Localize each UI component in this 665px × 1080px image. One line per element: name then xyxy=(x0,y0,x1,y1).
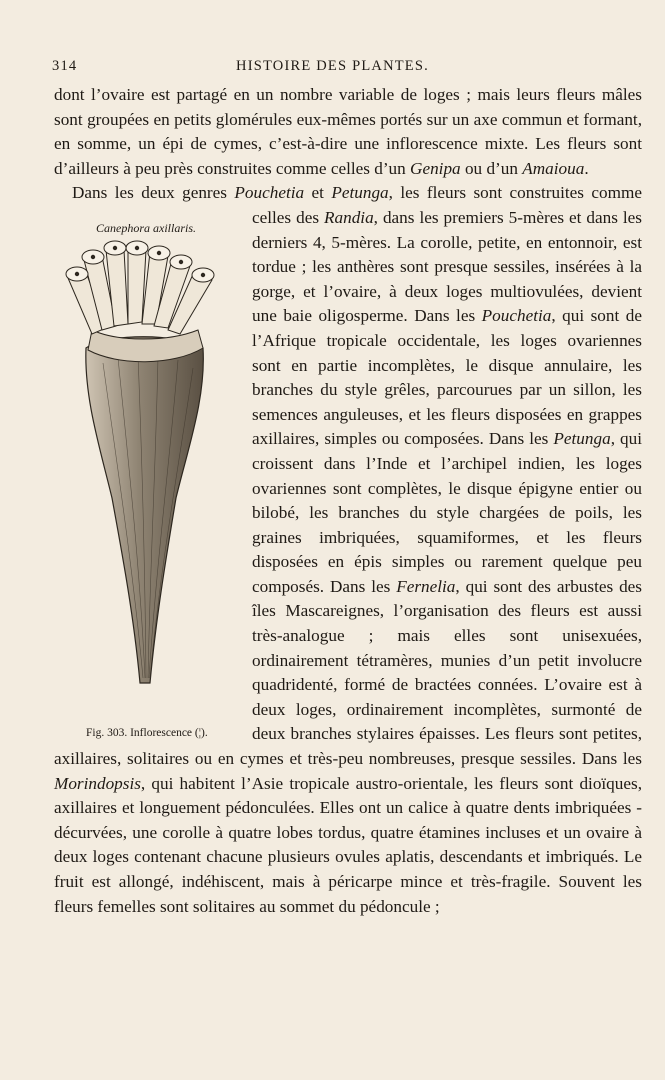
running-title: HISTOIRE DES PLANTES. xyxy=(236,58,429,74)
genus-name: Fernelia xyxy=(396,576,456,596)
text-run: Dans les deux genres xyxy=(72,183,235,203)
text-run: , qui croissent dans l’Inde et l’archipel indien, les loges ovariennes sont complètes, le disque épigyne entier ou bilobé, les branches du style chargées de poils, les graines imbriquées, squamiformes, et les fleurs disposées en épis simples ou rarement quelque peu composés. Dans les xyxy=(252,429,642,596)
genus-name: Petunga xyxy=(553,429,611,449)
text-run: dont l’ovaire est partagé en un nombre variable de loges ; mais leurs fleurs mâles sont groupées en petits glomérules eux-mêmes portés sur un axe commun et formant, en somme, un épi de cymes, c’est-à-dire une inflorescence mixte. Les fleurs sont d’ailleurs à peu près construites comme celles d’un xyxy=(54,85,642,178)
figure xyxy=(48,210,238,746)
genus-name: Randia xyxy=(324,207,374,227)
paragraph-2 xyxy=(54,181,642,919)
text-run: ou d’un xyxy=(460,158,523,178)
text-run: , qui sont de l’Afrique tropicale occidentale, les loges ovariennes sont en partie incomplètes, le disque annulaire, les branches du style grêles, parcourues par un sillon, les semences anguleuses, et les fleurs disposées en grappes axillaires, simples ou composées. Dans les xyxy=(252,306,642,449)
genus-name: Amaioua xyxy=(522,158,585,178)
body-text xyxy=(54,83,642,919)
genus-name: Pouchetia xyxy=(234,183,305,203)
text-run: . xyxy=(584,158,589,178)
text-run: , dans les premiers 5-mères et dans les derniers 4, 5-mères. La corolle, petite, en entonnoir, est tordue ; les anthères sont presque sessiles, insérées à la gorge, et l’ovaire, à deux loges multiovulées, devient une baie oligosperme. Dans les xyxy=(252,207,642,326)
text-run: , qui habitent l’Asie tropicale austro-orientale, les fleurs sont dioïques, axillaires et longuement pédonculées. Elles ont un calice à quatre dents imbriquées - décurvées, une corolle à quatre lobes tordus, quatre étamines incluses et un ovaire à deux loges contenant chacune plusieurs ovules aplatis, descendants et imbriqués. Le fruit est allongé, indéhiscent, mais à péricarpe mince et très-fragile. Souvent les fleurs femelles sont solitaires au sommet du pédoncule ; xyxy=(54,773,642,916)
text-run: , qui sont des arbustes des îles Mascareignes, l’organisation des fleurs est aussi très-analogue ; mais elles sont unisexuées, ordinairement tétramères, munies d’un petit involucre quadridenté, formé de bractées connées. L’ovaire est à deux loges, ordinairement incomplètes, surmonté de deux branches stylaires épaisses. Les fleurs sont petites, axillaires, solitaires ou en cymes et très-peu nombreuses, presque sessiles. Dans les xyxy=(54,576,642,769)
genus-name: Morindopsis xyxy=(54,773,141,793)
paragraph-1 xyxy=(54,83,642,181)
inflorescence-illustration xyxy=(48,238,238,708)
text-run: et xyxy=(304,183,332,203)
genus-name: Petunga xyxy=(331,183,389,203)
figure-caption: Fig. 303. Inflorescence (¦). xyxy=(86,727,208,740)
page-number: 314 xyxy=(52,58,78,74)
genus-name: Pouchetia xyxy=(481,306,552,326)
page-header xyxy=(52,58,613,80)
text-run: , les fleurs sont construites comme celles des xyxy=(252,183,643,227)
genus-name: Genipa xyxy=(410,158,461,178)
figure-title: Canephora axillaris. xyxy=(96,220,197,235)
